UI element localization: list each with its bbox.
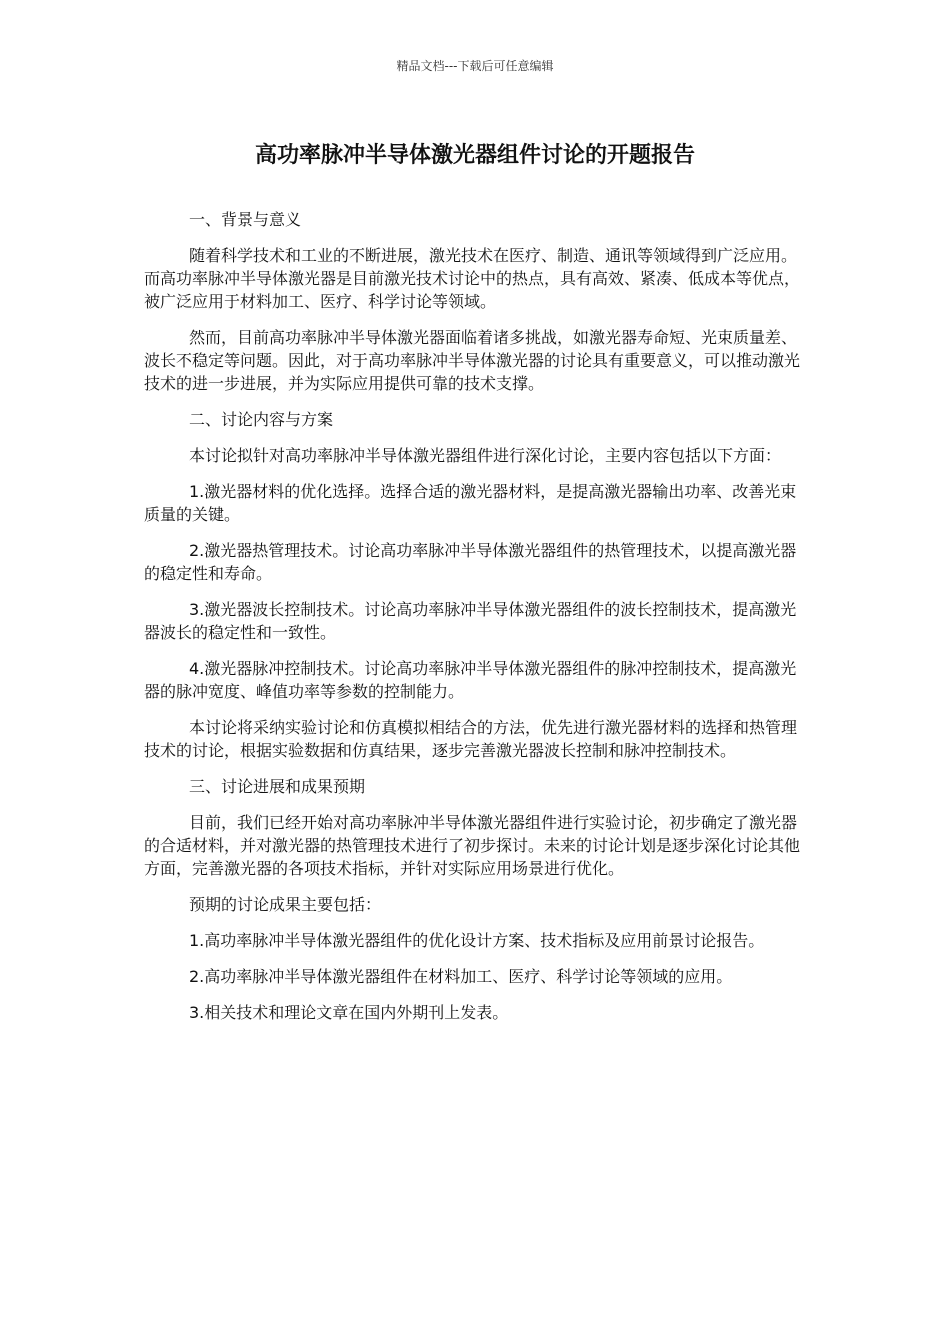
list-item-content-2: 2.激光器热管理技术。讨论高功率脉冲半导体激光器组件的热管理技术，以提高激光器的稳定性和寿命。 [144, 541, 797, 583]
paragraph-expected-intro: 预期的讨论成果主要包括： [189, 895, 382, 914]
section-heading-background: 一、背景与意义 [189, 210, 302, 229]
paragraph-background-1: 随着科学技术和工业的不断进展，激光技术在医疗、制造、通讯等领域得到广泛应用。而高功率脉冲半导体激光器是目前激光技术讨论中的热点，具有高效、紧凑、低成本等优点，被广泛应用于材料加工、医疗、科学讨论等领域。 [144, 246, 801, 311]
list-item-expected-3: 3.相关技术和理论文章在国内外期刊上发表。 [189, 1003, 509, 1022]
header-note: 精品文档---下载后可任意编辑 [396, 59, 554, 73]
section-heading-progress: 三、讨论进展和成果预期 [189, 777, 366, 796]
section-heading-content: 二、讨论内容与方案 [189, 410, 334, 429]
list-item-content-4: 4.激光器脉冲控制技术。讨论高功率脉冲半导体激光器组件的脉冲控制技术，提高激光器的脉冲宽度、峰值功率等参数的控制能力。 [144, 659, 797, 701]
document-title: 高功率脉冲半导体激光器组件讨论的开题报告 [254, 143, 695, 168]
paragraph-background-2: 然而，目前高功率脉冲半导体激光器面临着诸多挑战，如激光器寿命短、光束质量差、波长不稳定等问题。因此，对于高功率脉冲半导体激光器的讨论具有重要意义，可以推动激光技术的进一步进展，并为实际应用提供可靠的技术支撑。 [144, 328, 801, 393]
list-item-expected-1: 1.高功率脉冲半导体激光器组件的优化设计方案、技术指标及应用前景讨论报告。 [189, 931, 765, 950]
list-item-content-3: 3.激光器波长控制技术。讨论高功率脉冲半导体激光器组件的波长控制技术，提高激光器波长的稳定性和一致性。 [144, 600, 797, 642]
paragraph-progress: 目前，我们已经开始对高功率脉冲半导体激光器组件进行实验讨论，初步确定了激光器的合适材料，并对激光器的热管理技术进行了初步探讨。未来的讨论计划是逐步深化讨论其他方面，完善激光器的各项技术指标，并针对实际应用场景进行优化。 [144, 813, 801, 878]
document-body [144, 208, 812, 1037]
list-item-content-1: 1.激光器材料的优化选择。选择合适的激光器材料，是提高激光器输出功率、改善光束质量的关键。 [144, 482, 797, 524]
paragraph-content-intro: 本讨论拟针对高功率脉冲半导体激光器组件进行深化讨论，主要内容包括以下方面： [189, 446, 782, 465]
list-item-expected-2: 2.高功率脉冲半导体激光器组件在材料加工、医疗、科学讨论等领域的应用。 [189, 967, 733, 986]
paragraph-content-method: 本讨论将采纳实验讨论和仿真模拟相结合的方法，优先进行激光器材料的选择和热管理技术的讨论，根据实验数据和仿真结果，逐步完善激光器波长控制和脉冲控制技术。 [144, 718, 798, 760]
